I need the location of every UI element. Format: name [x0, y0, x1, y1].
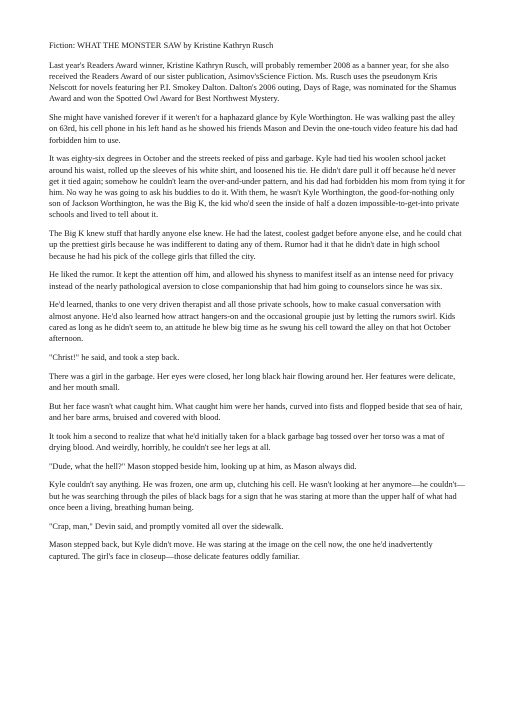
paragraph: Mason stepped back, but Kyle didn't move. He was staring at the image on the cell now, the one he'd inadvertently captured. The girl's face in closeup—those delicate features oddly familiar. [49, 540, 433, 561]
paragraph: "Crap, man," Devin said, and promptly vomited all over the sidewalk. [49, 521, 284, 531]
paragraph: It took him a second to realize that what he'd initially taken for a black garbage bag tossed over her torso was a mat of drying blood. And weirdly, horribly, he couldn't see her legs at all. [49, 431, 445, 452]
paragraph: But her face wasn't what caught him. What caught him were her hands, curved into fists and flopped beside that sea of hair, and her bare arms, bruised and covered with blood. [49, 401, 463, 422]
paragraph-intro: Last year's Readers Award winner, Kristine Kathryn Rusch, will probably remember 2008 as a banner year, for she also received the Readers Award of our sister publication, Asimov'sScience Fiction. Ms. Rusch uses the pseudonym Kris Nelscott for novels featuring her P.I. Smokey Dalton. Dalton's 2006 outing, Days of Rage, was nominated for the Shamus Award and won the Spotted Owl Award for Best Northwest Mystery. [49, 60, 457, 104]
paragraph: "Christ!" he said, and took a step back. [49, 352, 180, 362]
paragraph: Kyle couldn't say anything. He was frozen, one arm up, clutching his cell. He wasn't looking at her anymore—he couldn't—but he was searching through the piles of black bags for a sign that he was staring at more than the upper half of what had once been a living, breathing human being. [49, 480, 465, 512]
paragraph: There was a girl in the garbage. Her eyes were closed, her long black hair flowing around her. Her features were delicate, and her mouth small. [49, 371, 456, 392]
paragraph: He'd learned, thanks to one very driven therapist and all those private schools, how to make casual conversation with almost anyone. He'd also learned how attract hangers-on and the occasional groupie just by letting the rumors swirl. Kids cared as long as he didn't seem to, an attitude he blew big time as he swung his cell toward the alley on that hot October afternoon. [49, 300, 456, 344]
paragraph: He liked the rumor. It kept the attention off him, and allowed his shyness to manifest itself as an intense need for privacy instead of the nearly pathological aversion to close companionship that had him going to counselors since he was six. [49, 270, 454, 291]
document-title: Fiction: WHAT THE MONSTER SAW by Kristine Kathryn Rusch [49, 41, 274, 50]
paragraph: She might have vanished forever if it weren't for a haphazard glance by Kyle Worthington. He was walking past the alley on 63rd, his cell phone in his left hand as he showed his friends Mason and Devin the one-touch video feature his dad had forbidden him to use. [49, 113, 458, 145]
document-page [49, 40, 465, 569]
paragraph: It was eighty-six degrees in October and the streets reeked of piss and garbage. Kyle had tied his woolen school jacket around his waist, rolled up the sleeves of his white shirt, and loosened his tie. He didn't dare pull it off because he'd never get it tied again; somehow he couldn't learn the over-and-under pattern, and his dad had forbidden his mom from tying it for him. No way he was going to ask his buddies to do it. With them, he wasn't Kyle Worthington, the good-for-nothing only son of Jackson Worthington, he was the Big K, the kid who'd seen the inside of half a dozen impossible-to-get-into private schools and lived to tell about it. [49, 154, 465, 220]
paragraph: "Dude, what the hell?" Mason stopped beside him, looking up at him, as Mason always did. [49, 461, 357, 471]
paragraph: The Big K knew stuff that hardly anyone else knew. He had the latest, coolest gadget before anyone else, and he could chat up the prettiest girls because he was indifferent to dating any of them. Rumor had it that he didn't date in high school because he had his pick of the college girls that filled the city. [49, 229, 462, 261]
